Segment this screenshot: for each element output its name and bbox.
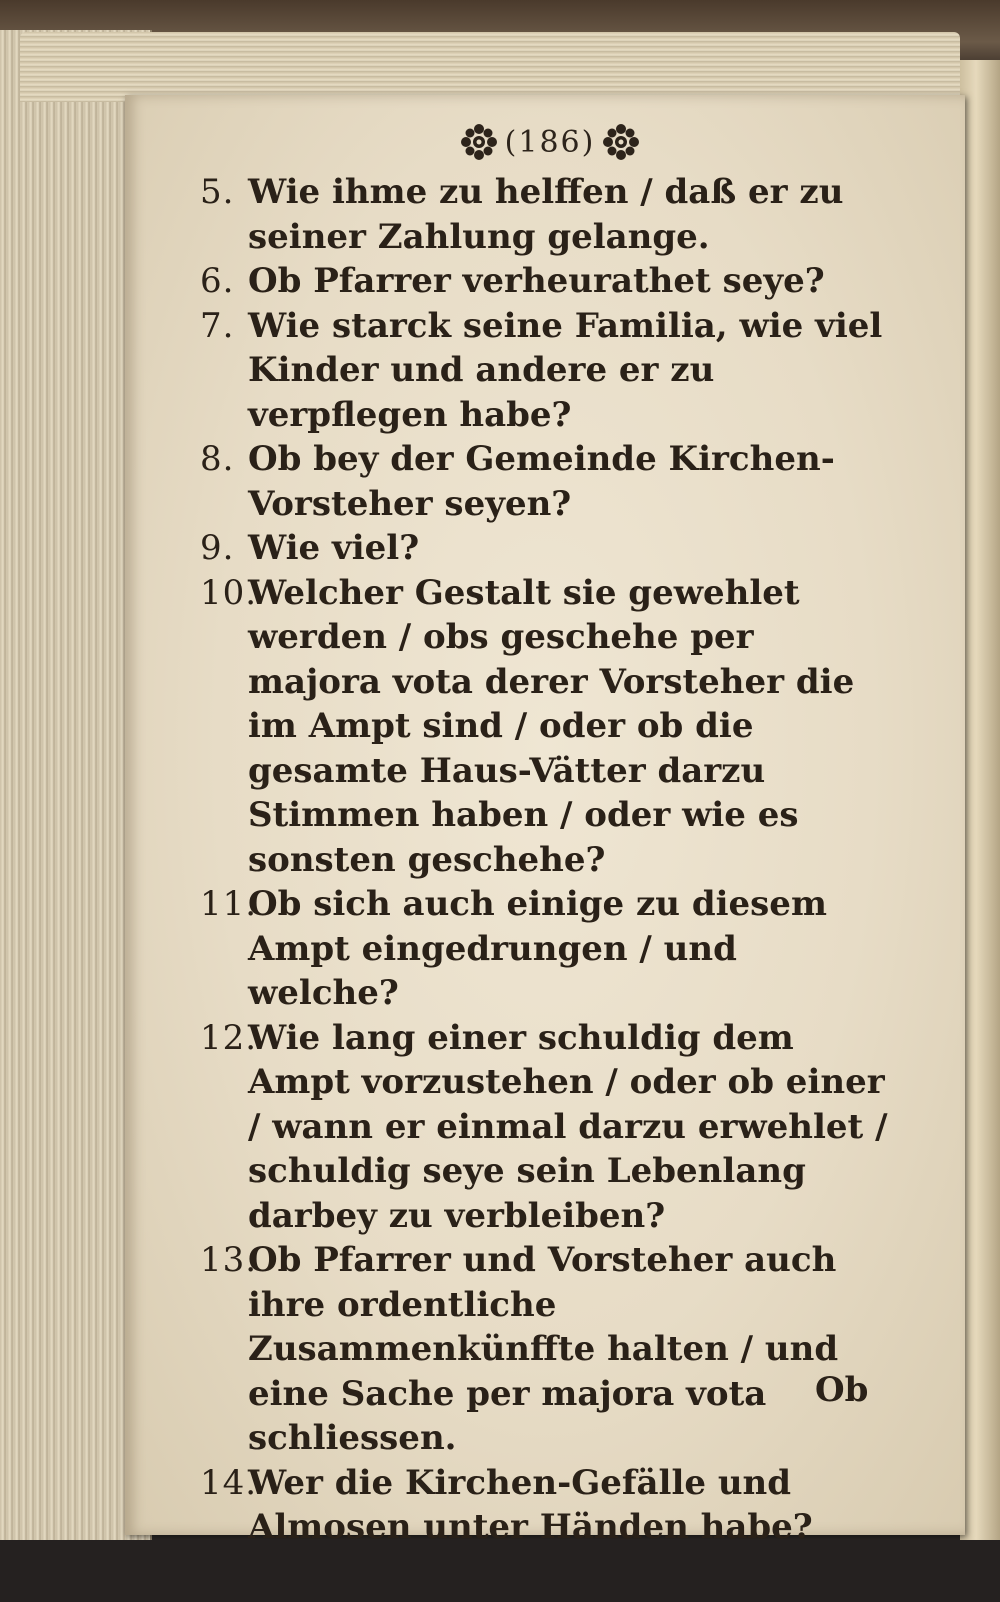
page-text — [200, 170, 890, 1550]
page-number: (186) — [504, 124, 596, 160]
question-item — [200, 1016, 890, 1239]
question-item — [200, 571, 890, 883]
question-text: Ob Pfarrer verheurathet seye? — [248, 261, 825, 301]
page-top-edges — [20, 32, 960, 102]
question-item — [200, 259, 890, 304]
question-item — [200, 1238, 890, 1461]
question-item — [200, 437, 890, 526]
question-text: Wie lang einer schuldig dem Ampt vorzustehen / oder ob einer / wann er einmal darzu erwehlet / schuldig seye sein Lebenlang darbey zu verbleiben? — [248, 1017, 888, 1236]
question-text: Welcher Gestalt sie gewehlet werden / obs geschehe per majora vota derer Vorsteher die im Ampt sind / oder ob die gesamte Haus-Vätter darzu Stimmen haben / oder wie es sonsten geschehe? — [248, 572, 855, 880]
facing-page-edge — [960, 60, 1000, 1560]
question-number: 10. — [200, 572, 258, 613]
question-item — [200, 526, 890, 571]
question-number: 12. — [200, 1017, 258, 1058]
question-item — [200, 882, 890, 1016]
question-number: 9. — [200, 528, 235, 568]
rosette-ornament-icon — [601, 122, 641, 162]
question-item — [200, 170, 890, 259]
question-text: Ob bey der Gemeinde Kirchen-Vorsteher seyen? — [248, 439, 835, 524]
question-number: 13. — [200, 1240, 258, 1280]
question-text: Wie viel? — [248, 528, 420, 568]
question-number: 11. — [200, 884, 258, 924]
question-text: Wer die Kirchen-Gefälle und Almosen unter Händen habe? — [248, 1462, 813, 1547]
question-text: Wie starck seine Familia, wie viel Kinder und andere er zu verpflegen habe? — [248, 305, 883, 435]
question-text: Ob sich auch einige zu diesem Ampt eingedrungen / und welche? — [248, 884, 827, 1013]
catchword: Ob — [815, 1370, 869, 1410]
question-item — [200, 304, 890, 438]
question-number: 8. — [200, 439, 235, 479]
page-header — [420, 112, 680, 172]
question-number: 14. — [200, 1462, 258, 1503]
question-number: 5. — [200, 172, 235, 212]
rosette-ornament-icon — [459, 122, 499, 162]
question-item — [200, 1461, 890, 1550]
question-text: Wie ihme zu helffen / daß er zu seiner Zahlung gelange. — [248, 172, 844, 257]
question-number: 7. — [200, 305, 235, 346]
question-number: 6. — [200, 261, 235, 301]
question-text: Ob Pfarrer und Vorsteher auch ihre ordentliche Zusammenkünffte halten / und eine Sache per majora vota schliessen. — [248, 1240, 839, 1458]
